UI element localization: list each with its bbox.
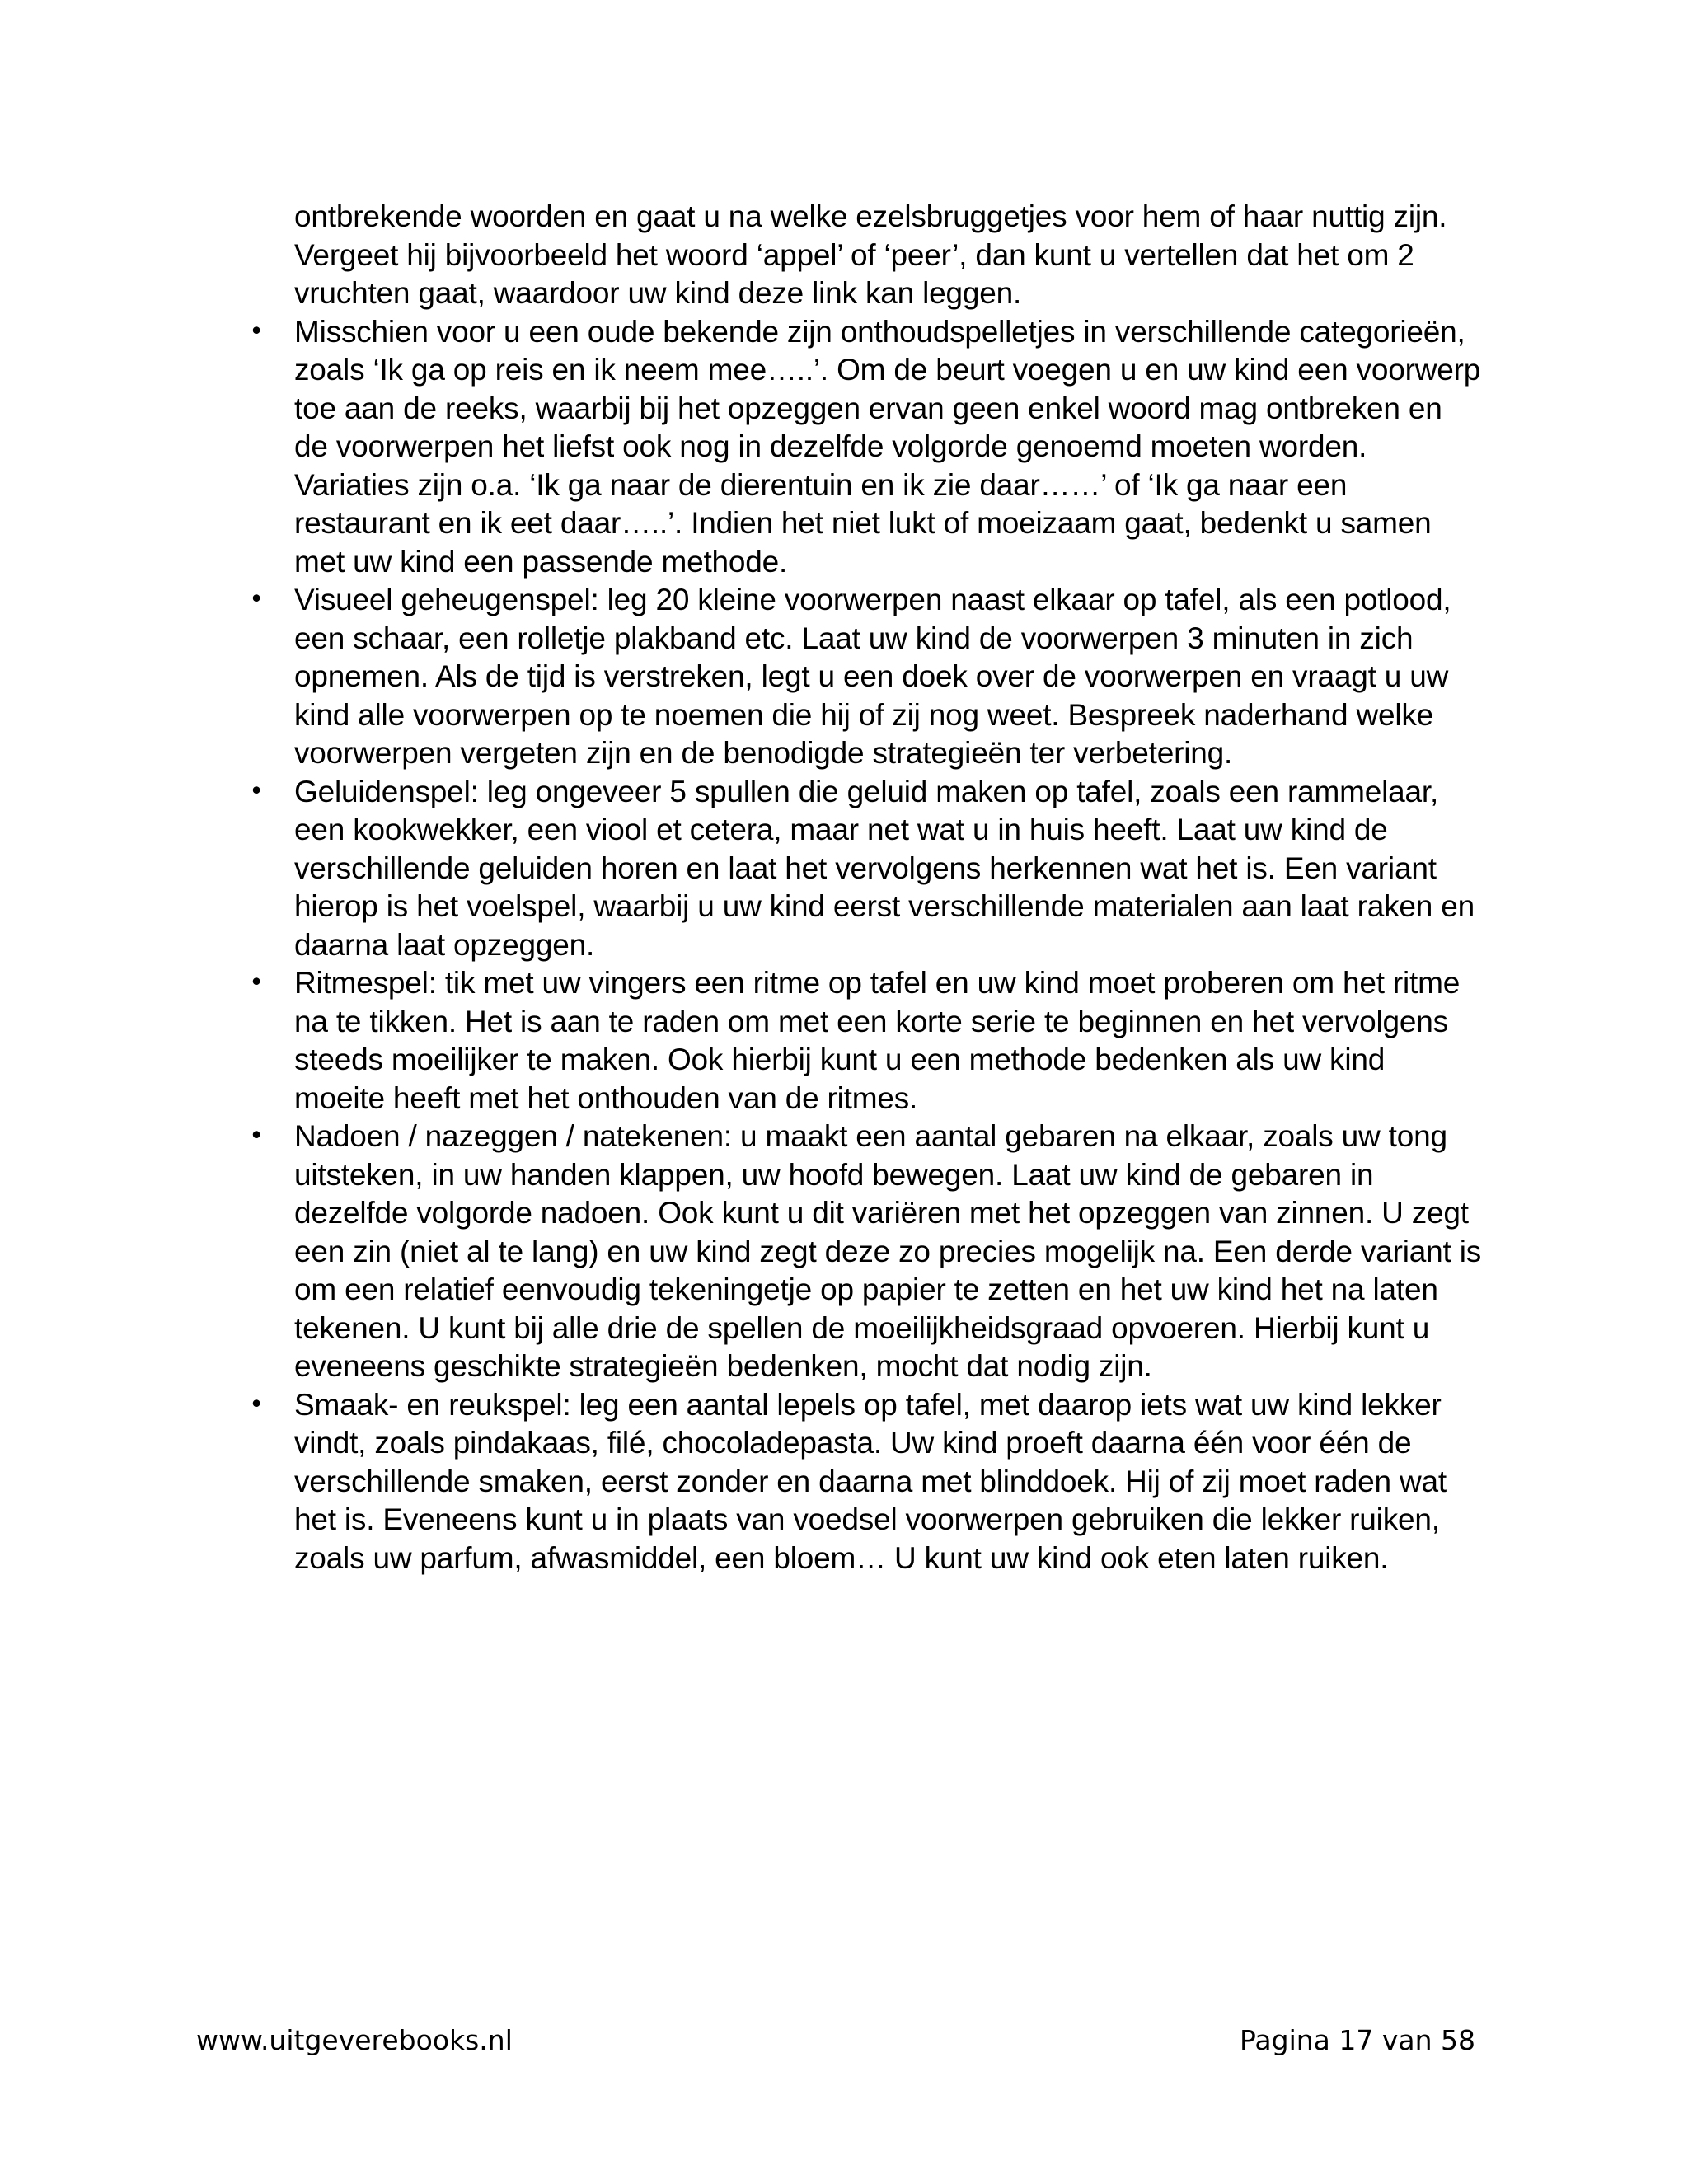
bullet-icon: • bbox=[249, 776, 264, 806]
bullet-icon: • bbox=[249, 585, 264, 614]
list-item bbox=[249, 773, 1481, 965]
list-item bbox=[249, 964, 1481, 1118]
continuation-paragraph: ontbrekende woorden en gaat u na welke ezelsbruggetjes voor hem of haar nuttig zijn. Vergeet hij bijvoorbeeld het woord ‘appel’ of ‘peer’, dan kunt u vertellen dat het om 2 vruchten gaat, waardoor uw kind deze link kan leggen. bbox=[294, 199, 1447, 310]
list-item-text: Ritmespel: tik met uw vingers een ritme op tafel en uw kind moet proberen om het ritme na te tikken. Het is aan te raden om met een korte serie te beginnen en het vervolgens steeds moeilijker te maken. Ook hierbij kunt u een methode bedenken als uw kind moeite heeft met het onthouden van de ritmes. bbox=[294, 966, 1461, 1115]
list-item bbox=[249, 1118, 1482, 1386]
footer-page-number: Pagina 17 van 58 bbox=[1239, 2024, 1475, 2056]
body-text bbox=[249, 198, 1482, 1577]
bullet-icon: • bbox=[249, 968, 264, 997]
bullet-icon: • bbox=[249, 316, 264, 346]
footer-website: www.uitgeverebooks.nl bbox=[196, 2024, 513, 2056]
list-item-text: Smaak- en reukspel: leg een aantal lepels op tafel, met daarop iets wat uw kind lekker vindt, zoals pindakaas, filé, chocoladepasta. Uw kind proeft daarna één voor één de verschillende smaken, eerst zonder en daarna met blinddoek. Hij of zij moet raden wat het is. Eveneens kunt u in plaats van voedsel voorwerpen gebruiken die lekker ruiken, zoals uw parfum, afwasmiddel, een bloem… U kunt uw kind ook eten laten ruiken. bbox=[294, 1387, 1447, 1575]
bullet-icon: • bbox=[249, 1122, 264, 1151]
list-item-text: Geluidenspel: leg ongeveer 5 spullen die geluid maken op tafel, zoals een rammelaar, een kookwekker, een viool et cetera, maar net wat u in huis heeft. Laat uw kind de verschillende geluiden horen en laat het vervolgens herkennen wat het is. Een variant hierop is het voelspel, waarbij u uw kind eerst verschillende materialen aan laat raken en daarna laat opzeggen. bbox=[294, 774, 1475, 962]
list-item bbox=[249, 581, 1481, 773]
bullet-list bbox=[249, 313, 1482, 1578]
list-item-text: Nadoen / nazeggen / natekenen: u maakt een aantal gebaren na elkaar, zoals uw tong uitsteken, in uw handen klappen, uw hoofd bewegen. Laat uw kind de gebaren in dezelfde volgorde nadoen. Ook kunt u dit variëren met het opzeggen van zinnen. U zegt een zin (niet al te lang) en uw kind zegt deze zo precies mogelijk na. Een derde variant is om een relatief eenvoudig tekeningetje op papier te zetten en het uw kind het na laten tekenen. U kunt bij alle drie de spellen de moeilijkheidsgraad opvoeren. Hierbij kunt u eveneens geschikte strategieën bedenken, mocht dat nodig zijn. bbox=[294, 1119, 1482, 1383]
list-item bbox=[249, 313, 1481, 582]
list-item bbox=[249, 1386, 1481, 1578]
list-item-text: Misschien voor u een oude bekende zijn onthoudspelletjes in verschillende categorieën, zoals ‘Ik ga op reis en ik neem mee…..’. Om de beurt voegen u en uw kind een voorwerp toe aan de reeks, waarbij bij het opzeggen ervan geen enkel woord mag ontbreken en de voorwerpen het liefst ook nog in dezelfde volgorde genoemd moeten worden. Variaties zijn o.a. ‘Ik ga naar de dierentuin en ik zie daar……’ of ‘Ik ga naar een restaurant en ik eet daar…..’. Indien het niet lukt of moeizaam gaat, bedenkt u samen met uw kind een passende methode. bbox=[294, 314, 1481, 579]
bullet-icon: • bbox=[249, 1390, 264, 1419]
list-item-text: Visueel geheugenspel: leg 20 kleine voorwerpen naast elkaar op tafel, als een potlood, een schaar, een rolletje plakband etc. Laat uw kind de voorwerpen 3 minuten in zich opnemen. Als de tijd is verstreken, legt u een doek over de voorwerpen en vraagt u uw kind alle voorwerpen op te noemen die hij of zij nog weet. Bespreek naderhand welke voorwerpen vergeten zijn en de benodigde strategieën ter verbetering. bbox=[294, 583, 1451, 770]
